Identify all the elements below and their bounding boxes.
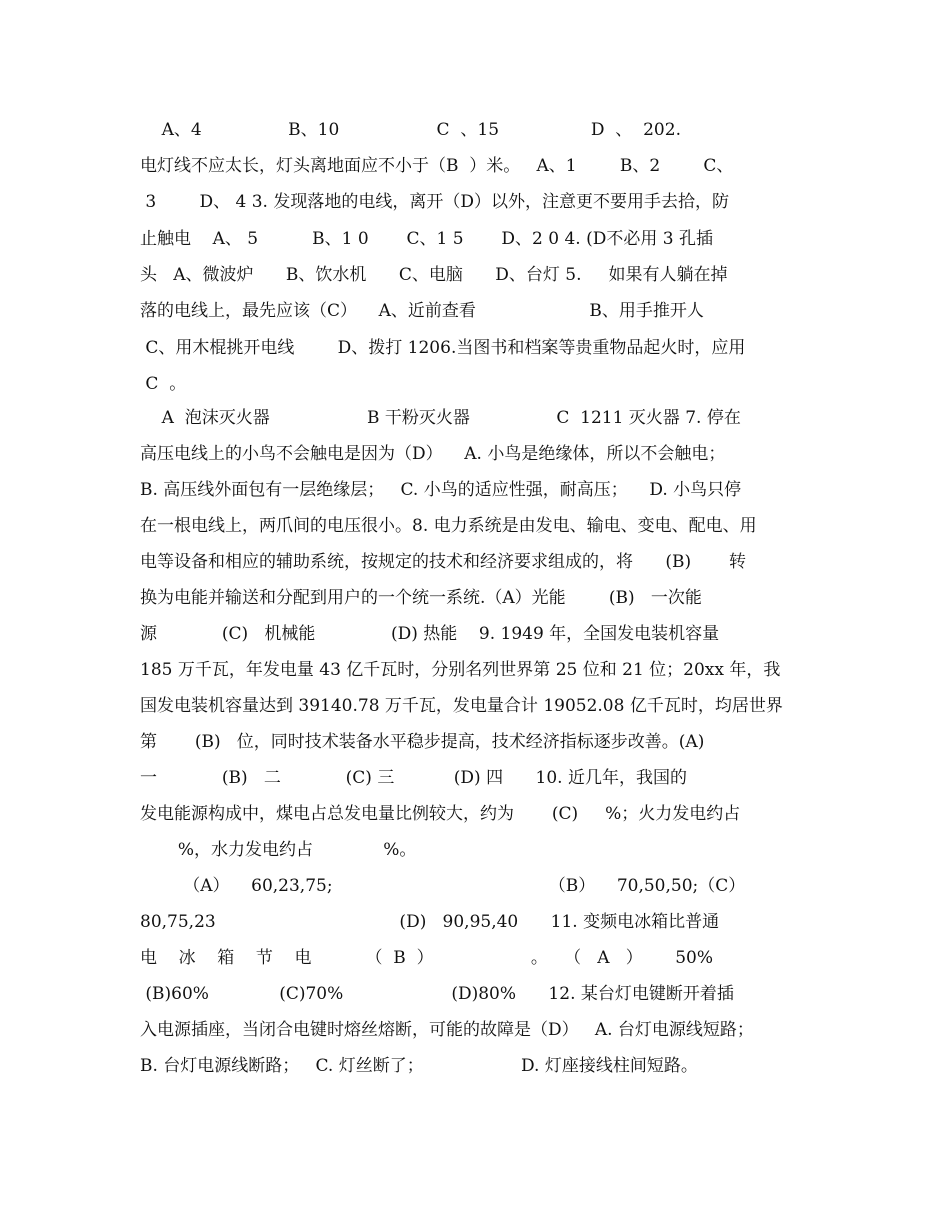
text-line: 3 D、 4 3. 发现落地的电线，离开（D）以外，注意更不要用手去拾，防: [140, 192, 729, 212]
text-line: 高压电线上的小鸟不会触电是因为（D） A. 小鸟是绝缘体，所以不会触电；: [140, 444, 726, 464]
text-line: 发电能源构成中，煤电占总发电量比例较大，约为 (C) %；火力发电约占: [140, 804, 741, 824]
text-line: 80,75,23 (D) 90,95,40 11. 变频电冰箱比普通: [140, 912, 720, 932]
text-line: 一 (B) 二 (C) 三 (D) 四 10. 近几年，我国的: [140, 768, 687, 788]
text-line: B. 台灯电源线断路； C. 灯丝断了； D. 灯座接线柱间短路。: [140, 1056, 698, 1076]
text-line: 入电源插座，当闭合电键时熔丝熔断，可能的故障是（D） A. 台灯电源线短路；: [140, 1020, 754, 1040]
text-line: （A） 60,23,75; （B） 70,50,50;（C）: [140, 876, 746, 896]
text-line: 换为电能并输送和分配到用户的一个统一系统.（A）光能 (B) 一次能: [140, 588, 702, 608]
text-line: 头 A、微波炉 B、饮水机 C、电脑 D、台灯 5. 如果有人躺在掉: [140, 265, 728, 285]
text-line: 185 万千瓦，年发电量 43 亿千瓦时，分别名列世界第 25 位和 21 位；20xx 年，我: [140, 660, 781, 680]
text-line: B. 高压线外面包有一层绝缘层； C. 小鸟的适应性强，耐高压； D. 小鸟只停: [140, 480, 742, 500]
text-line: A、4 B、10 C 、15 D 、 202.: [140, 120, 681, 140]
text-line: C、用木棍挑开电线 D、拨打 1206.当图书和档案等贵重物品起火时，应用: [140, 338, 746, 358]
text-line: 电等设备和相应的辅助系统，按规定的技术和经济要求组成的，将 (B) 转: [140, 552, 747, 572]
text-line: 国发电装机容量达到 39140.78 万千瓦，发电量合计 19052.08 亿千瓦时，均居世界: [140, 696, 783, 716]
text-line: 在一根电线上，两爪间的电压很小。8. 电力系统是由发电、输电、变电、配电、用: [140, 516, 757, 536]
text-line: 止触电 A、 5 B、1 0 C、1 5 D、2 0 4. (D不必用 3 孔插: [140, 229, 713, 249]
text-line: 源 (C) 机械能 (D) 热能 9. 1949 年，全国发电装机容量: [140, 624, 720, 644]
text-line: 落的电线上，最先应该（C） A、近前查看 B、用手推开人: [140, 301, 704, 321]
text-line: C 。: [140, 374, 187, 394]
text-line: A 泡沫灭火器 B 干粉灭火器 C 1211 灭火器 7. 停在: [140, 408, 741, 428]
text-line: 第 (B) 位，同时技术装备水平稳步提高，技术经济指标逐步改善。(A): [140, 732, 705, 752]
text-line: 电灯线不应太长，灯头离地面应不小于（B ）米。 A、1 B、2 C、: [140, 156, 734, 176]
text-line: (B)60% (C)70% (D)80% 12. 某台灯电键断开着插: [140, 984, 734, 1004]
text-line: %，水力发电约占 %。: [140, 840, 417, 860]
text-line: 电 冰 箱 节 电 （ B ） 。 （ A ） 50%: [140, 948, 713, 968]
